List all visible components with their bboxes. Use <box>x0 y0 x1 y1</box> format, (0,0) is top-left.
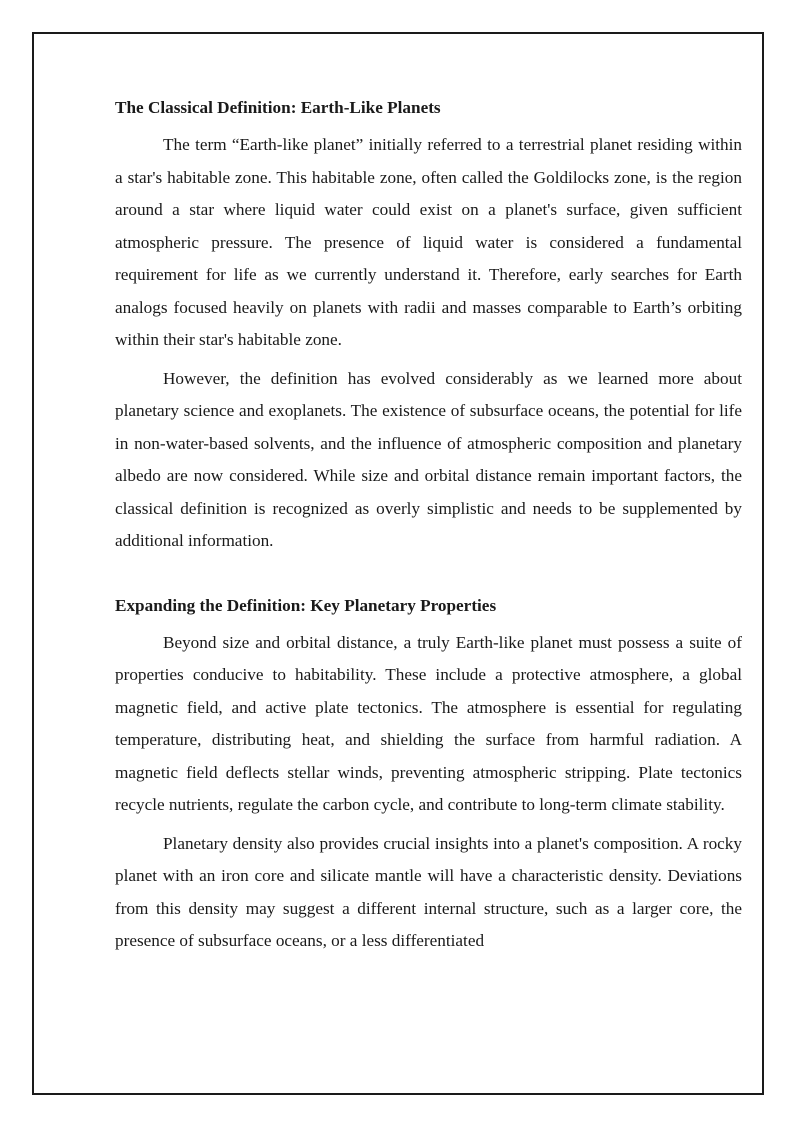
document-body <box>115 96 742 958</box>
paragraph-definition-evolved: However, the definition has evolved considerably as we learned more about planetary science and exoplanets. The existence of subsurface oceans, the potential for life in non-water-based solvents, and the influence of atmospheric composition and planetary albedo are now considered. While size and orbital distance remain important factors, the classical definition is recognized as overly simplistic and needs to be supplemented by additional information. <box>115 368 742 550</box>
paragraph-planetary-properties: Beyond size and orbital distance, a truly Earth-like planet must possess a suite of properties conducive to habitability. These include a protective atmosphere, a global magnetic field, and active plate tectonics. The atmosphere is essential for regulating temperature, distributing heat, and shielding the surface from harmful radiation. A magnetic field deflects stellar winds, preventing atmospheric stripping. Plate tectonics recycle nutrients, regulate the carbon cycle, and contribute to long-term climate stability. <box>115 632 742 814</box>
section-heading-classical-definition: The Classical Definition: Earth-Like Planets <box>115 98 441 117</box>
paragraph-habitable-zone: The term “Earth-like planet” initially referred to a terrestrial planet residing within a star's habitable zone. This habitable zone, often called the Goldilocks zone, is the region around a star where liquid water could exist on a planet's surface, given sufficient atmospheric pressure. The presence of liquid water is considered a fundamental requirement for life as we currently understand it. Therefore, early searches for Earth analogs focused heavily on planets with radii and masses comparable to Earth’s orbiting within their star's habitable zone. <box>115 135 742 349</box>
paragraph-planetary-density: Planetary density also provides crucial insights into a planet's composition. A rocky planet with an iron core and silicate mantle will have a characteristic density. Deviations from this density may suggest a different internal structure, such as a larger core, the presence of subsurface oceans, or a less differentiated <box>115 833 742 950</box>
section-heading-key-properties: Expanding the Definition: Key Planetary Properties <box>115 595 497 615</box>
